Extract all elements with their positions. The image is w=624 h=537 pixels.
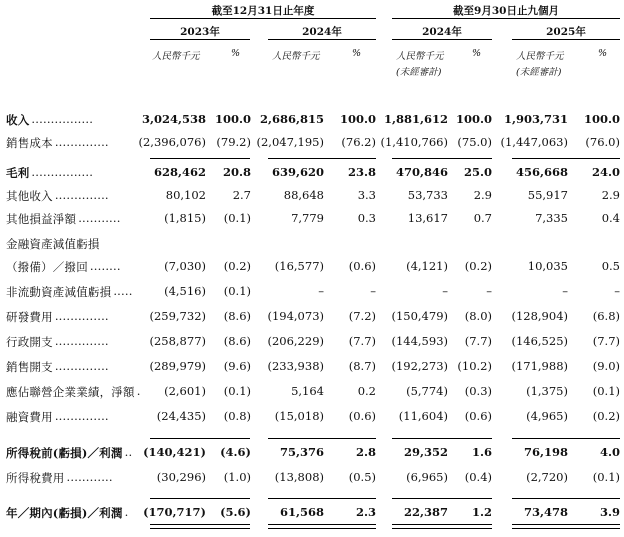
amount-cell: 80,102 <box>165 188 206 202</box>
row-leader-dots: .............. <box>54 188 109 202</box>
percent-cell: 100.0 <box>214 112 251 126</box>
amount-cell: (192,273) <box>391 359 448 373</box>
row-label: 非流動資產減值虧損 <box>6 285 112 299</box>
row-label: 收入 <box>6 113 30 127</box>
year-rule-2 <box>268 39 376 40</box>
percent-cell: (0.1) <box>223 284 251 298</box>
row-leader-dots: . <box>136 384 141 398</box>
amount-cell: (2,396,076) <box>138 135 206 149</box>
row-label: 研發費用 <box>6 310 53 324</box>
subtotal-rule-3b <box>268 498 376 499</box>
subtotal-rule-1a <box>150 158 250 159</box>
amount-cell: (4,516) <box>164 284 206 298</box>
row-label: （撥備）／撥回 <box>6 260 88 274</box>
percent-cell: – <box>370 284 376 298</box>
amount-cell: (2,601) <box>164 384 206 398</box>
amount-cell: (1,815) <box>164 211 206 225</box>
row-label: 融資費用 <box>6 410 53 424</box>
total-double-rule-a <box>150 524 250 529</box>
row-label: 所得稅費用 <box>6 471 65 485</box>
amount-cell: (13,808) <box>274 470 324 484</box>
row-label: 應佔聯營企業業績，淨額 <box>6 385 135 399</box>
amount-cell: – <box>318 284 324 298</box>
amount-cell: (2,047,195) <box>256 135 324 149</box>
percent-cell: 3.9 <box>599 505 620 519</box>
amount-cell: (289,979) <box>149 359 206 373</box>
percent-cell: (0.5) <box>348 470 376 484</box>
amount-cell: (150,479) <box>391 309 448 323</box>
percent-cell: 1.6 <box>471 445 492 459</box>
year-header-2025-9m: 2025年 <box>546 26 586 38</box>
year-rule-1 <box>150 39 250 40</box>
percent-cell: 23.8 <box>347 165 376 179</box>
percent-cell: (76.0) <box>585 135 620 149</box>
amount-cell: (15,018) <box>274 409 324 423</box>
percent-cell: 100.0 <box>583 112 620 126</box>
subtotal-rule-3d <box>512 498 620 499</box>
amount-cell: 3,024,538 <box>141 112 206 126</box>
percent-cell: 20.8 <box>222 165 251 179</box>
row-leader-dots: ..... <box>113 284 133 298</box>
amount-cell: 1,903,731 <box>503 112 568 126</box>
total-double-rule-c <box>392 524 492 529</box>
percent-cell: (10.2) <box>457 359 492 373</box>
percent-cell: (0.6) <box>348 409 376 423</box>
unit-label-1: 人民幣千元 <box>152 51 200 62</box>
amount-cell: (171,988) <box>511 359 568 373</box>
subtotal-rule-1d <box>512 158 620 159</box>
percent-cell: 1.2 <box>471 505 492 519</box>
percent-cell: 100.0 <box>339 112 376 126</box>
row-label: 銷售開支 <box>6 360 53 374</box>
amount-cell: (2,720) <box>526 470 568 484</box>
percent-cell: (0.1) <box>223 211 251 225</box>
amount-cell: 75,376 <box>279 445 324 459</box>
year-header-2024: 2024年 <box>302 26 342 38</box>
percent-cell: (4.6) <box>220 445 251 459</box>
amount-cell: (259,732) <box>149 309 206 323</box>
row-label: 年／期內(虧損)／利潤 <box>6 506 123 520</box>
percent-cell: 2.8 <box>355 445 376 459</box>
amount-cell: (30,296) <box>156 470 206 484</box>
subtotal-rule-1c <box>392 158 492 159</box>
row-leader-dots: ............ <box>66 470 113 484</box>
row-leader-dots: .. <box>124 445 133 459</box>
row-label: 金融資產減值虧損 <box>6 237 100 251</box>
amount-cell: 470,846 <box>395 165 448 179</box>
amount-cell: (170,717) <box>143 505 206 519</box>
unit-label-4: 人民幣千元 <box>516 51 564 62</box>
percent-cell: (0.1) <box>592 470 620 484</box>
amount-cell: 2,686,815 <box>259 112 324 126</box>
percent-cell: 0.5 <box>601 259 620 273</box>
year-rule-4 <box>512 39 620 40</box>
percent-cell: (0.1) <box>223 384 251 398</box>
amount-cell: (1,410,766) <box>380 135 448 149</box>
year-header-2024-9m: 2024年 <box>422 26 462 38</box>
amount-cell: (194,073) <box>267 309 324 323</box>
percent-cell: 0.7 <box>473 211 492 225</box>
unit-label-2: 人民幣千元 <box>272 51 320 62</box>
unit-label-3: 人民幣千元 <box>396 51 444 62</box>
percent-cell: (0.2) <box>592 409 620 423</box>
amount-cell: – <box>562 284 568 298</box>
percent-cell: 100.0 <box>455 112 492 126</box>
year-rule-3 <box>392 39 492 40</box>
row-leader-dots: ........ <box>89 259 121 273</box>
percent-cell: (8.6) <box>223 309 251 323</box>
row-leader-dots: . <box>124 505 129 519</box>
amount-cell: (206,229) <box>267 334 324 348</box>
subtotal-rule-2c <box>392 438 492 439</box>
row-label: 行政開支 <box>6 335 53 349</box>
amount-cell: 13,617 <box>407 211 448 225</box>
amount-cell: (144,593) <box>391 334 448 348</box>
percent-cell: 24.0 <box>591 165 620 179</box>
percent-cell: 2.3 <box>355 505 376 519</box>
percent-cell: 2.9 <box>473 188 492 202</box>
row-leader-dots: .............. <box>54 334 109 348</box>
percent-cell: 0.3 <box>357 211 376 225</box>
row-leader-dots: .............. <box>54 135 109 149</box>
amount-cell: (11,604) <box>398 409 448 423</box>
year-header-2023: 2023年 <box>180 26 220 38</box>
header-group-years: 截至12月31日止年度 <box>211 5 315 17</box>
percent-cell: 25.0 <box>463 165 492 179</box>
header-rule-b <box>392 18 620 19</box>
percent-cell: (8.6) <box>223 334 251 348</box>
percent-cell: 0.4 <box>601 211 620 225</box>
amount-cell: (5,774) <box>406 384 448 398</box>
row-leader-dots: ........... <box>78 211 121 225</box>
percent-cell: (0.1) <box>592 384 620 398</box>
unaudited-label-3: (未經審計) <box>396 67 442 78</box>
percent-cell: (75.0) <box>457 135 492 149</box>
amount-cell: 628,462 <box>153 165 206 179</box>
amount-cell: 456,668 <box>515 165 568 179</box>
amount-cell: 29,352 <box>403 445 448 459</box>
percent-cell: (8.7) <box>348 359 376 373</box>
row-label: 其他收入 <box>6 189 53 203</box>
amount-cell: 88,648 <box>283 188 324 202</box>
percent-cell: (0.2) <box>223 259 251 273</box>
amount-cell: (1,375) <box>526 384 568 398</box>
row-label: 所得稅前(虧損)／利潤 <box>6 446 123 460</box>
amount-cell: 53,733 <box>407 188 448 202</box>
percent-cell: (7.2) <box>348 309 376 323</box>
percent-cell: 3.3 <box>357 188 376 202</box>
percent-cell: (8.0) <box>464 309 492 323</box>
percent-cell: (0.4) <box>464 470 492 484</box>
percent-cell: – <box>614 284 620 298</box>
percent-cell: (7.7) <box>592 334 620 348</box>
percent-cell: (1.0) <box>223 470 251 484</box>
amount-cell: (4,121) <box>406 259 448 273</box>
amount-cell: (4,965) <box>526 409 568 423</box>
amount-cell: (140,421) <box>143 445 206 459</box>
row-label: 銷售成本 <box>6 136 53 150</box>
amount-cell: 73,478 <box>523 505 568 519</box>
amount-cell: – <box>442 284 448 298</box>
percent-cell: (7.7) <box>348 334 376 348</box>
percent-cell: 0.2 <box>357 384 376 398</box>
row-label: 毛利 <box>6 166 30 180</box>
percent-cell: (9.6) <box>223 359 251 373</box>
percent-label-4: % <box>598 48 608 59</box>
amount-cell: (24,435) <box>156 409 206 423</box>
amount-cell: 61,568 <box>279 505 324 519</box>
percent-cell: 2.9 <box>601 188 620 202</box>
amount-cell: 7,779 <box>291 211 324 225</box>
percent-cell: (7.7) <box>464 334 492 348</box>
amount-cell: 10,035 <box>527 259 568 273</box>
percent-cell: (76.2) <box>341 135 376 149</box>
amount-cell: (6,965) <box>406 470 448 484</box>
percent-label-3: % <box>472 48 482 59</box>
total-double-rule-b <box>268 524 376 529</box>
amount-cell: (128,904) <box>511 309 568 323</box>
header-rule-a <box>150 18 376 19</box>
percent-cell: (0.8) <box>223 409 251 423</box>
percent-label-2: % <box>352 48 362 59</box>
percent-cell: 2.7 <box>232 188 251 202</box>
percent-cell: – <box>486 284 492 298</box>
unaudited-label-4: (未經審計) <box>516 67 562 78</box>
amount-cell: (233,938) <box>267 359 324 373</box>
subtotal-rule-2b <box>268 438 376 439</box>
amount-cell: 7,335 <box>535 211 568 225</box>
percent-cell: (5.6) <box>220 505 251 519</box>
amount-cell: 76,198 <box>523 445 568 459</box>
amount-cell: 5,164 <box>291 384 324 398</box>
percent-label-1: % <box>231 48 241 59</box>
amount-cell: 1,881,612 <box>383 112 448 126</box>
subtotal-rule-3c <box>392 498 492 499</box>
row-leader-dots: ................ <box>31 112 94 126</box>
amount-cell: (16,577) <box>274 259 324 273</box>
row-leader-dots: .............. <box>54 309 109 323</box>
amount-cell: (7,030) <box>164 259 206 273</box>
percent-cell: (6.8) <box>592 309 620 323</box>
percent-cell: (79.2) <box>216 135 251 149</box>
percent-cell: (0.3) <box>464 384 492 398</box>
row-leader-dots: .............. <box>54 359 109 373</box>
amount-cell: 22,387 <box>403 505 448 519</box>
total-double-rule-d <box>512 524 620 529</box>
row-label: 其他損益淨額 <box>6 212 77 226</box>
subtotal-rule-1b <box>268 158 376 159</box>
percent-cell: (0.6) <box>348 259 376 273</box>
amount-cell: 55,917 <box>527 188 568 202</box>
subtotal-rule-2d <box>512 438 620 439</box>
amount-cell: 639,620 <box>271 165 324 179</box>
subtotal-rule-3a <box>150 498 250 499</box>
amount-cell: (146,525) <box>511 334 568 348</box>
amount-cell: (258,877) <box>149 334 206 348</box>
percent-cell: (9.0) <box>592 359 620 373</box>
header-group-nine-months: 截至9月30日止九個月 <box>453 5 559 17</box>
row-leader-dots: ................ <box>31 165 94 179</box>
amount-cell: (1,447,063) <box>500 135 568 149</box>
percent-cell: (0.2) <box>464 259 492 273</box>
percent-cell: 4.0 <box>599 445 620 459</box>
subtotal-rule-2a <box>150 438 250 439</box>
percent-cell: (0.6) <box>464 409 492 423</box>
row-leader-dots: .............. <box>54 409 109 423</box>
